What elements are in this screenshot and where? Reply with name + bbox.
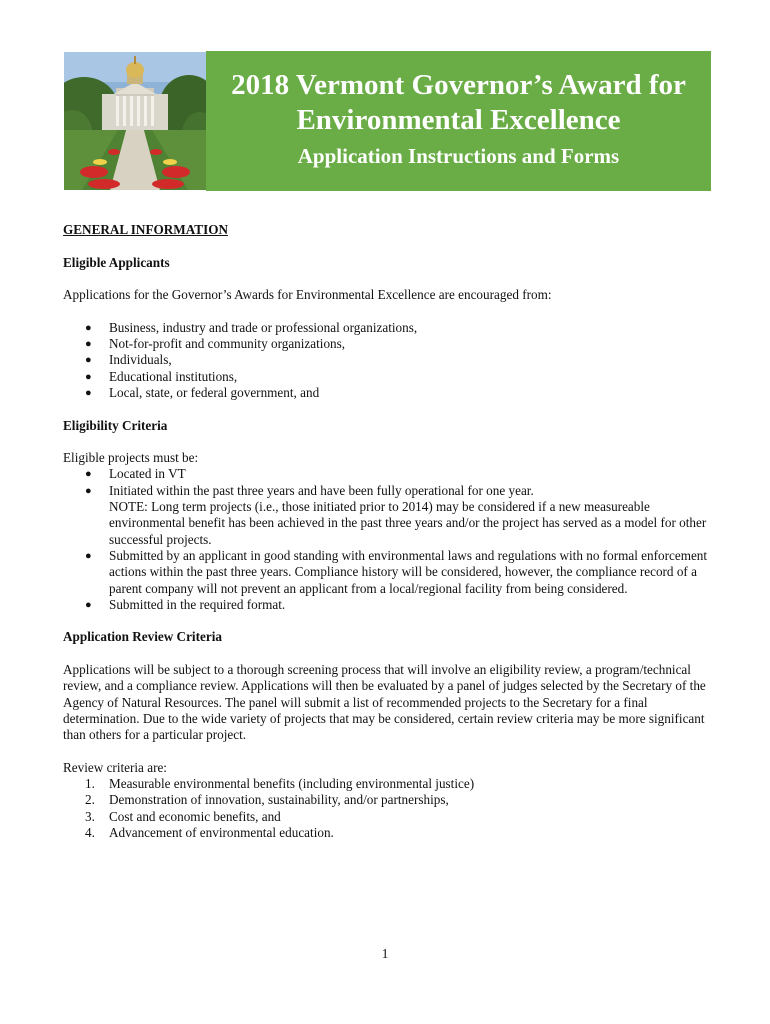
list-item: ● Business, industry and trade or professional organizations, bbox=[85, 319, 418, 335]
section-heading-general: GENERAL INFORMATION bbox=[63, 222, 228, 237]
review-criteria-intro: Review criteria are: bbox=[63, 759, 167, 775]
heading-eligible-applicants: Eligible Applicants bbox=[63, 254, 170, 270]
list-item: ● Local, state, or federal government, and bbox=[85, 384, 320, 400]
bullet-dot-icon: ● bbox=[85, 370, 92, 383]
document-body bbox=[63, 222, 713, 841]
eligible-applicants-intro: Applications for the Governor’s Awards for Environmental Excellence are encouraged from: bbox=[63, 287, 552, 303]
bullet-dot-icon: ● bbox=[85, 321, 92, 334]
bullet-dot-icon: ● bbox=[85, 338, 92, 351]
eligibility-note: NOTE: Long term projects (i.e., those initiated prior to 2014) may be considered if a new measureable environmental benefit has been achieved in the past three years and/or the project has served as a model for other successful projects. bbox=[109, 499, 707, 547]
review-criteria-list bbox=[63, 776, 713, 841]
bullet-dot-icon: ● bbox=[85, 354, 92, 367]
heading-eligibility-criteria: Eligibility Criteria bbox=[63, 417, 168, 433]
title-line-1: 2018 Vermont Governor’s Award for bbox=[231, 69, 686, 101]
bullet-dot-icon: ● bbox=[85, 386, 92, 399]
document-title bbox=[206, 68, 711, 138]
list-item: 2. Demonstration of innovation, sustainability, and/or partnerships, bbox=[85, 792, 449, 808]
eligible-applicants-list bbox=[63, 320, 713, 401]
list-item: 4. Advancement of environmental education. bbox=[85, 824, 334, 840]
eligibility-criteria-intro: Eligible projects must be: bbox=[63, 450, 199, 466]
review-criteria-paragraph: Applications will be subject to a thorough screening process that will involve an eligibility review, a program/technical review, and a compliance review. Applications will then be evaluated by a panel of judges selected by the Secretary of the Agency of Natural Resources. The panel will submit a list of recommended projects to the Secretary for a final determination. Due to the wide variety of projects that may be considered, certain review criteria may be more significant than others for a particular project. bbox=[63, 662, 706, 743]
document-subtitle: Application Instructions and Forms bbox=[297, 144, 620, 168]
eligibility-criteria-list bbox=[63, 466, 713, 613]
list-item: ● Initiated within the past three years and have been fully operational for one year. NOTE: Long term projects (i.e., those initiated prior to 2014) may be considered if a new measureable environmental benefit has been achieved in the past three years and/or the project has served as a model for other successful projects. bbox=[85, 482, 707, 547]
page-number: 1 bbox=[381, 946, 389, 961]
list-item: ● Educational institutions, bbox=[85, 368, 238, 384]
heading-review-criteria: Application Review Criteria bbox=[63, 629, 222, 645]
list-item: ● Submitted by an applicant in good standing with environmental laws and regulations with no formal enforcement actions within the past three years. Compliance history will be considered, however, the compliance record of a parent company will not prevent an applicant from a local/regional facility from being considered. bbox=[85, 547, 708, 596]
list-item: 1. Measurable environmental benefits (including environmental justice) bbox=[85, 776, 475, 792]
list-item: ● Located in VT bbox=[85, 466, 186, 482]
list-item: ● Not-for-profit and community organizations, bbox=[85, 336, 346, 352]
list-item: ● Submitted in the required format. bbox=[85, 596, 286, 612]
list-item: 3. Cost and economic benefits, and bbox=[85, 808, 281, 824]
bullet-dot-icon: ● bbox=[85, 468, 92, 481]
bullet-dot-icon: ● bbox=[85, 484, 92, 497]
title-line-2: Environmental Excellence bbox=[296, 104, 621, 136]
state-house-photo bbox=[64, 52, 206, 190]
list-item: ● Individuals, bbox=[85, 352, 172, 368]
header-banner bbox=[206, 51, 711, 191]
bullet-dot-icon: ● bbox=[85, 549, 92, 562]
bullet-dot-icon: ● bbox=[85, 598, 92, 611]
